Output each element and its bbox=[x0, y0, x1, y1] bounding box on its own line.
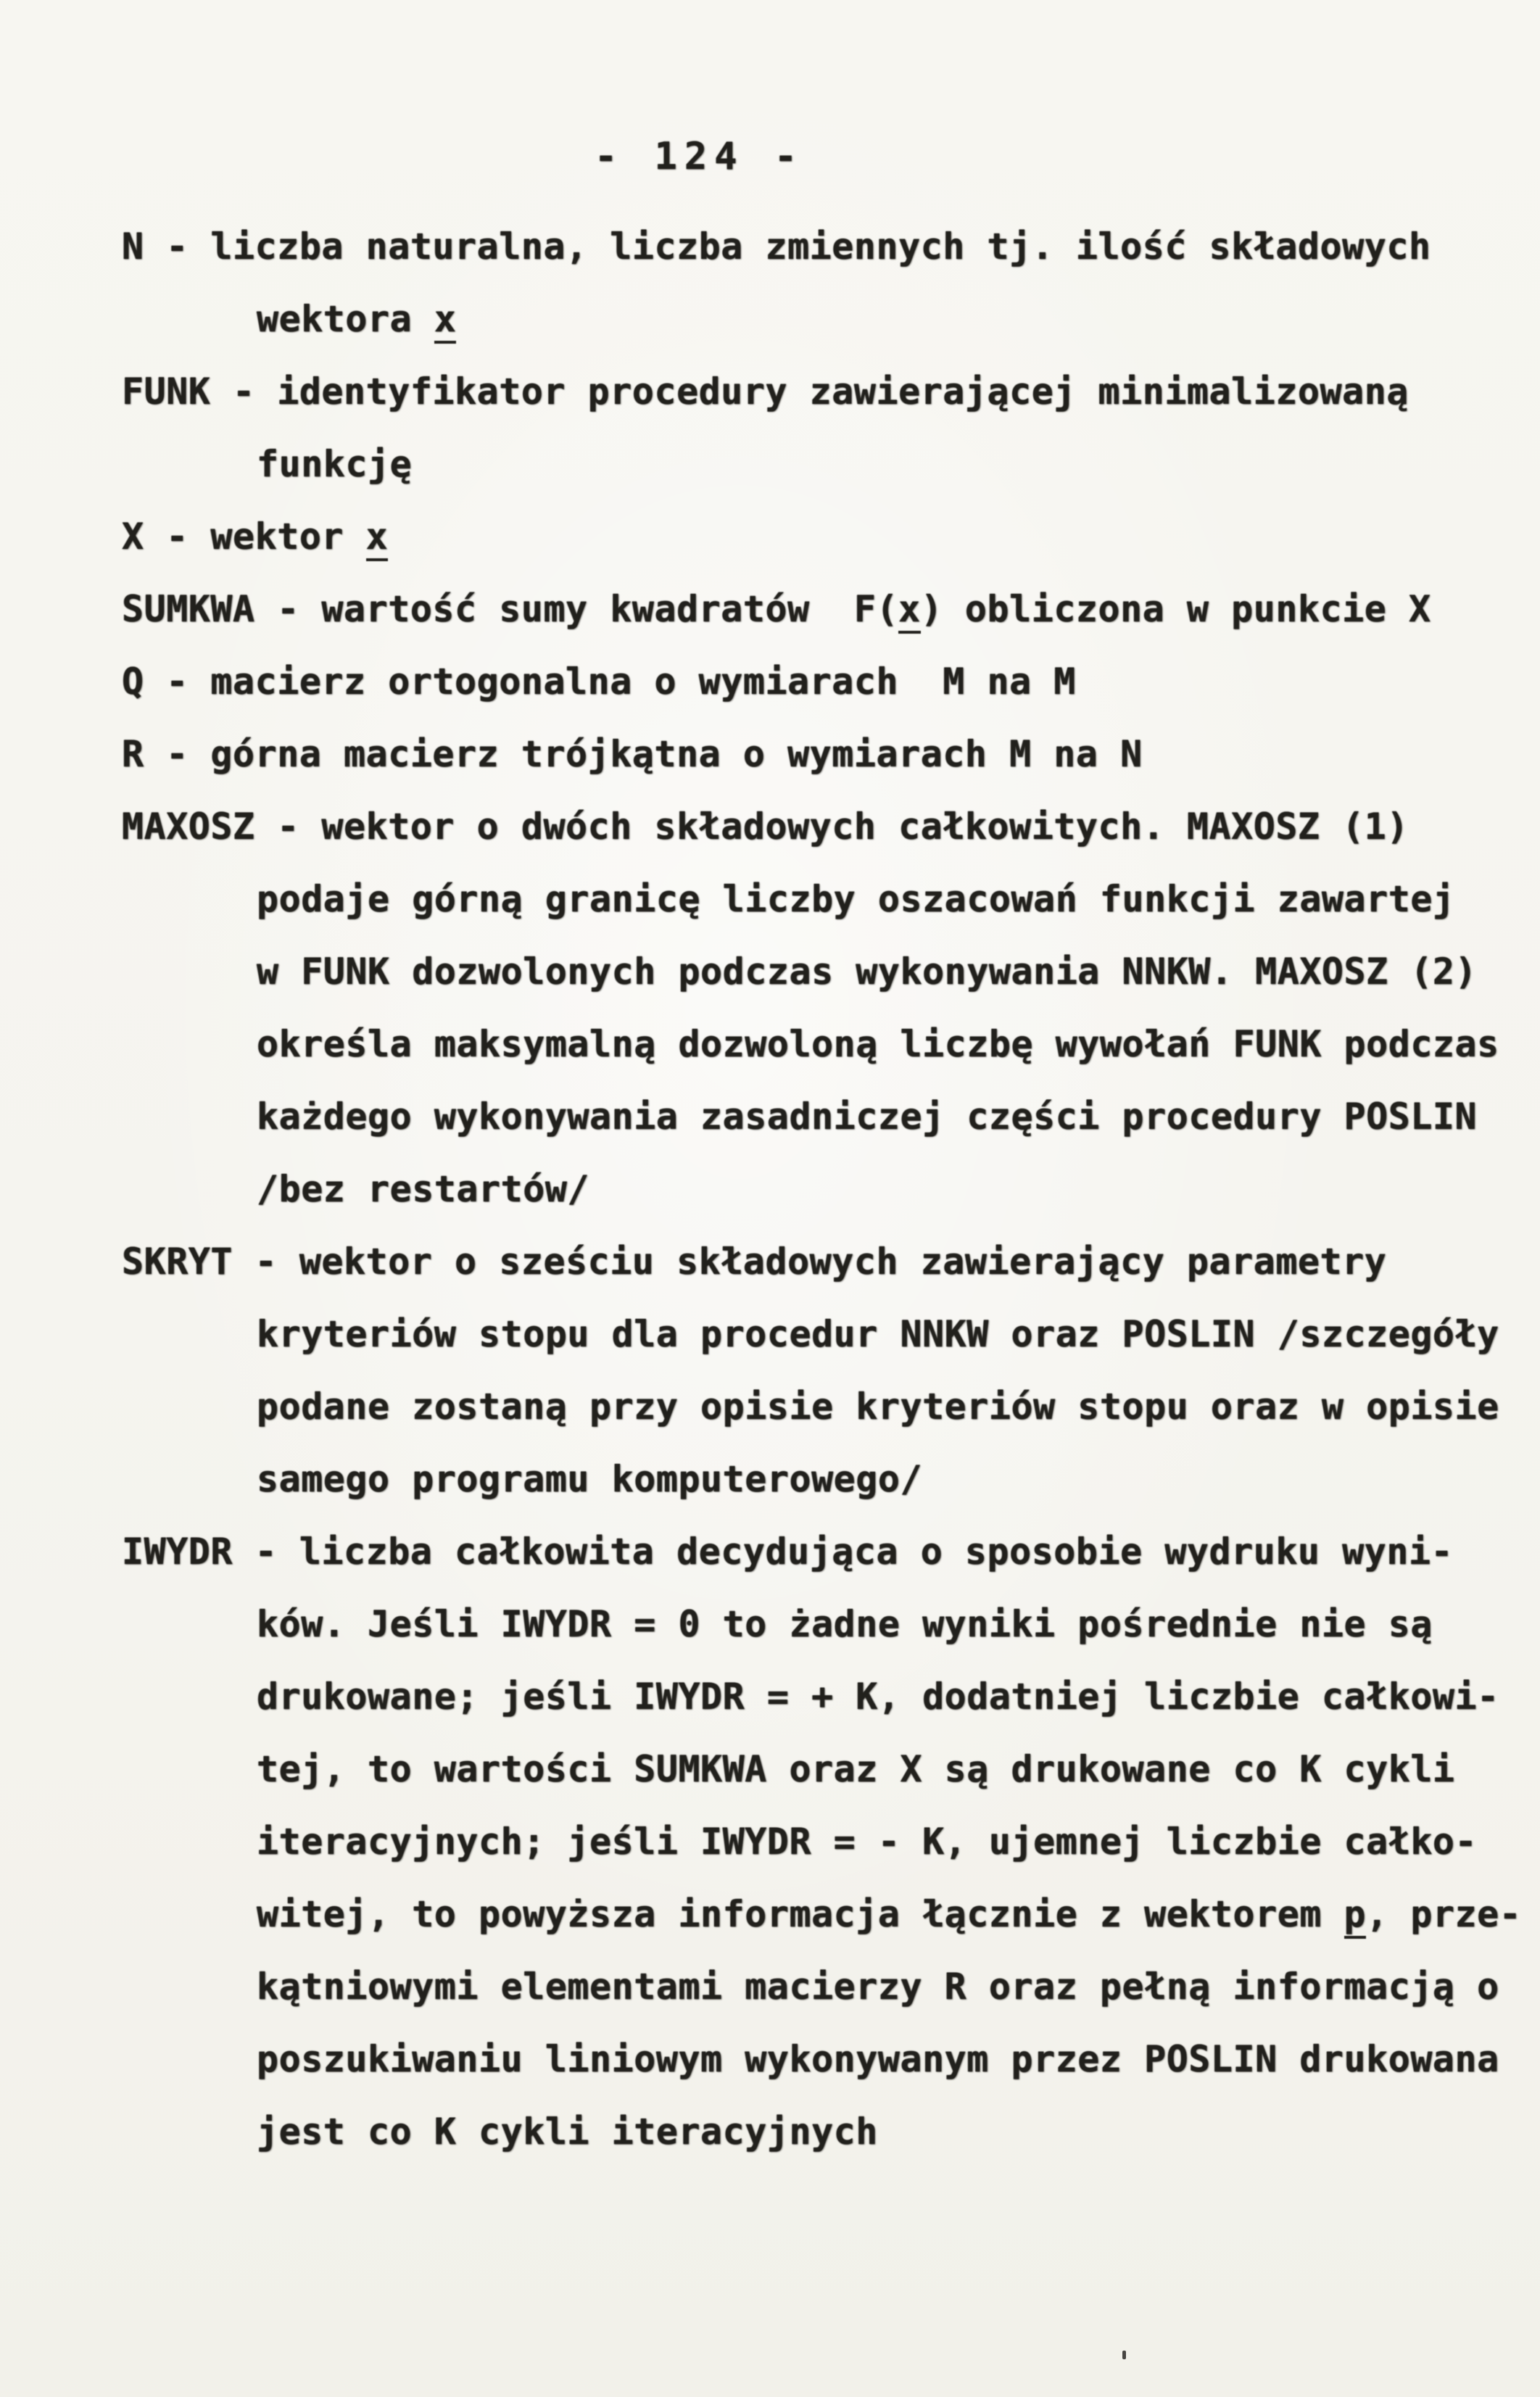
text-segment: wektora bbox=[257, 298, 434, 340]
text-segment: określa maksymalną dozwoloną liczbę wywołań FUNK podczas bbox=[257, 1023, 1499, 1065]
document-line bbox=[122, 2026, 1499, 2098]
underlined-symbol: p bbox=[1344, 1893, 1367, 1939]
document-line bbox=[122, 1953, 1499, 2026]
text-segment: Q - macierz ortogonalna o wymiarach M na M bbox=[122, 661, 1076, 703]
document-line bbox=[122, 1663, 1499, 1736]
document-line bbox=[122, 576, 1499, 648]
document-line bbox=[122, 1156, 1499, 1228]
text-segment: ków. Jeśli IWYDR = 0 to żadne wyniki pośrednie nie są bbox=[257, 1603, 1433, 1645]
text-segment: podaje górną granicę liczby oszacowań funkcji zawartej bbox=[257, 878, 1455, 920]
text-segment: iteracyjnych; jeśli IWYDR = - K, ujemnej liczbie całko- bbox=[257, 1821, 1478, 1863]
text-segment: tej, to wartości SUMKWA oraz X są drukowane co K cykli bbox=[257, 1748, 1455, 1790]
text-segment: podane zostaną przy opisie kryteriów stopu oraz w opisie bbox=[257, 1386, 1499, 1428]
underlined-symbol: x bbox=[434, 298, 457, 344]
document-line bbox=[122, 1228, 1499, 1301]
text-segment: ) obliczona w punkcie X bbox=[920, 588, 1431, 630]
document-line bbox=[122, 793, 1499, 866]
text-segment: poszukiwaniu liniowym wykonywanym przez POSLIN drukowana bbox=[257, 2038, 1499, 2080]
document-line bbox=[122, 286, 1499, 358]
document-line bbox=[122, 648, 1499, 721]
document-line bbox=[122, 503, 1499, 576]
text-segment: N - liczba naturalna, liczba zmiennych tj. ilość składowych bbox=[122, 225, 1431, 268]
text-segment: każdego wykonywania zasadniczej części procedury POSLIN bbox=[257, 1096, 1478, 1138]
document-line bbox=[122, 1591, 1499, 1663]
document-line bbox=[122, 1373, 1499, 1446]
document-line bbox=[122, 1736, 1499, 1808]
document-line bbox=[122, 2098, 1499, 2171]
document-line bbox=[122, 1011, 1499, 1083]
text-segment: SKRYT - wektor o sześciu składowych zawierający parametry bbox=[122, 1241, 1387, 1283]
underlined-symbol: x bbox=[898, 588, 921, 634]
document-line bbox=[122, 1518, 1499, 1591]
text-segment: w FUNK dozwolonych podczas wykonywania NNKW. MAXOSZ (2) bbox=[257, 951, 1478, 993]
text-segment: IWYDR - liczba całkowita decydująca o sposobie wydruku wyni- bbox=[122, 1531, 1454, 1573]
document-line bbox=[122, 1446, 1499, 1518]
document-line bbox=[122, 431, 1499, 503]
text-segment: , prze- bbox=[1366, 1893, 1522, 1935]
document-text bbox=[122, 213, 1522, 2171]
document-line bbox=[122, 938, 1499, 1011]
text-segment: witej, to powyższa informacja łącznie z wektorem bbox=[257, 1893, 1344, 1935]
text-segment: /bez restartów/ bbox=[257, 1168, 590, 1210]
text-segment: MAXOSZ - wektor o dwóch składowych całkowitych. MAXOSZ (1) bbox=[122, 806, 1409, 848]
document-line bbox=[122, 1881, 1522, 1953]
text-segment: R - górna macierz trójkątna o wymiarach M na N bbox=[122, 733, 1143, 775]
text-segment: kątniowymi elementami macierzy R oraz pełną informacją o bbox=[257, 1966, 1499, 2008]
page-number: - 124 - bbox=[595, 135, 805, 178]
document-line bbox=[122, 866, 1499, 938]
text-segment: kryteriów stopu dla procedur NNKW oraz POSLIN /szczegóły bbox=[257, 1313, 1499, 1355]
text-segment: FUNK - identyfikator procedury zawierającej minimalizowaną bbox=[122, 370, 1409, 413]
text-segment: funkcję bbox=[257, 443, 413, 485]
document-line bbox=[122, 213, 1499, 286]
paper-speck bbox=[1122, 2351, 1126, 2359]
underlined-symbol: x bbox=[366, 516, 389, 561]
document-line bbox=[122, 358, 1499, 431]
text-segment: drukowane; jeśli IWYDR = + K, dodatniej liczbie całkowi- bbox=[257, 1676, 1499, 1718]
document-line bbox=[122, 721, 1499, 793]
text-segment: SUMKWA - wartość sumy kwadratów F( bbox=[122, 588, 899, 630]
text-segment: samego programu komputerowego/ bbox=[257, 1458, 923, 1500]
document-line bbox=[122, 1808, 1499, 1881]
text-segment: jest co K cykli iteracyjnych bbox=[257, 2111, 878, 2153]
document-line bbox=[122, 1301, 1499, 1373]
text-segment: X - wektor bbox=[122, 516, 366, 558]
document-line bbox=[122, 1083, 1499, 1156]
